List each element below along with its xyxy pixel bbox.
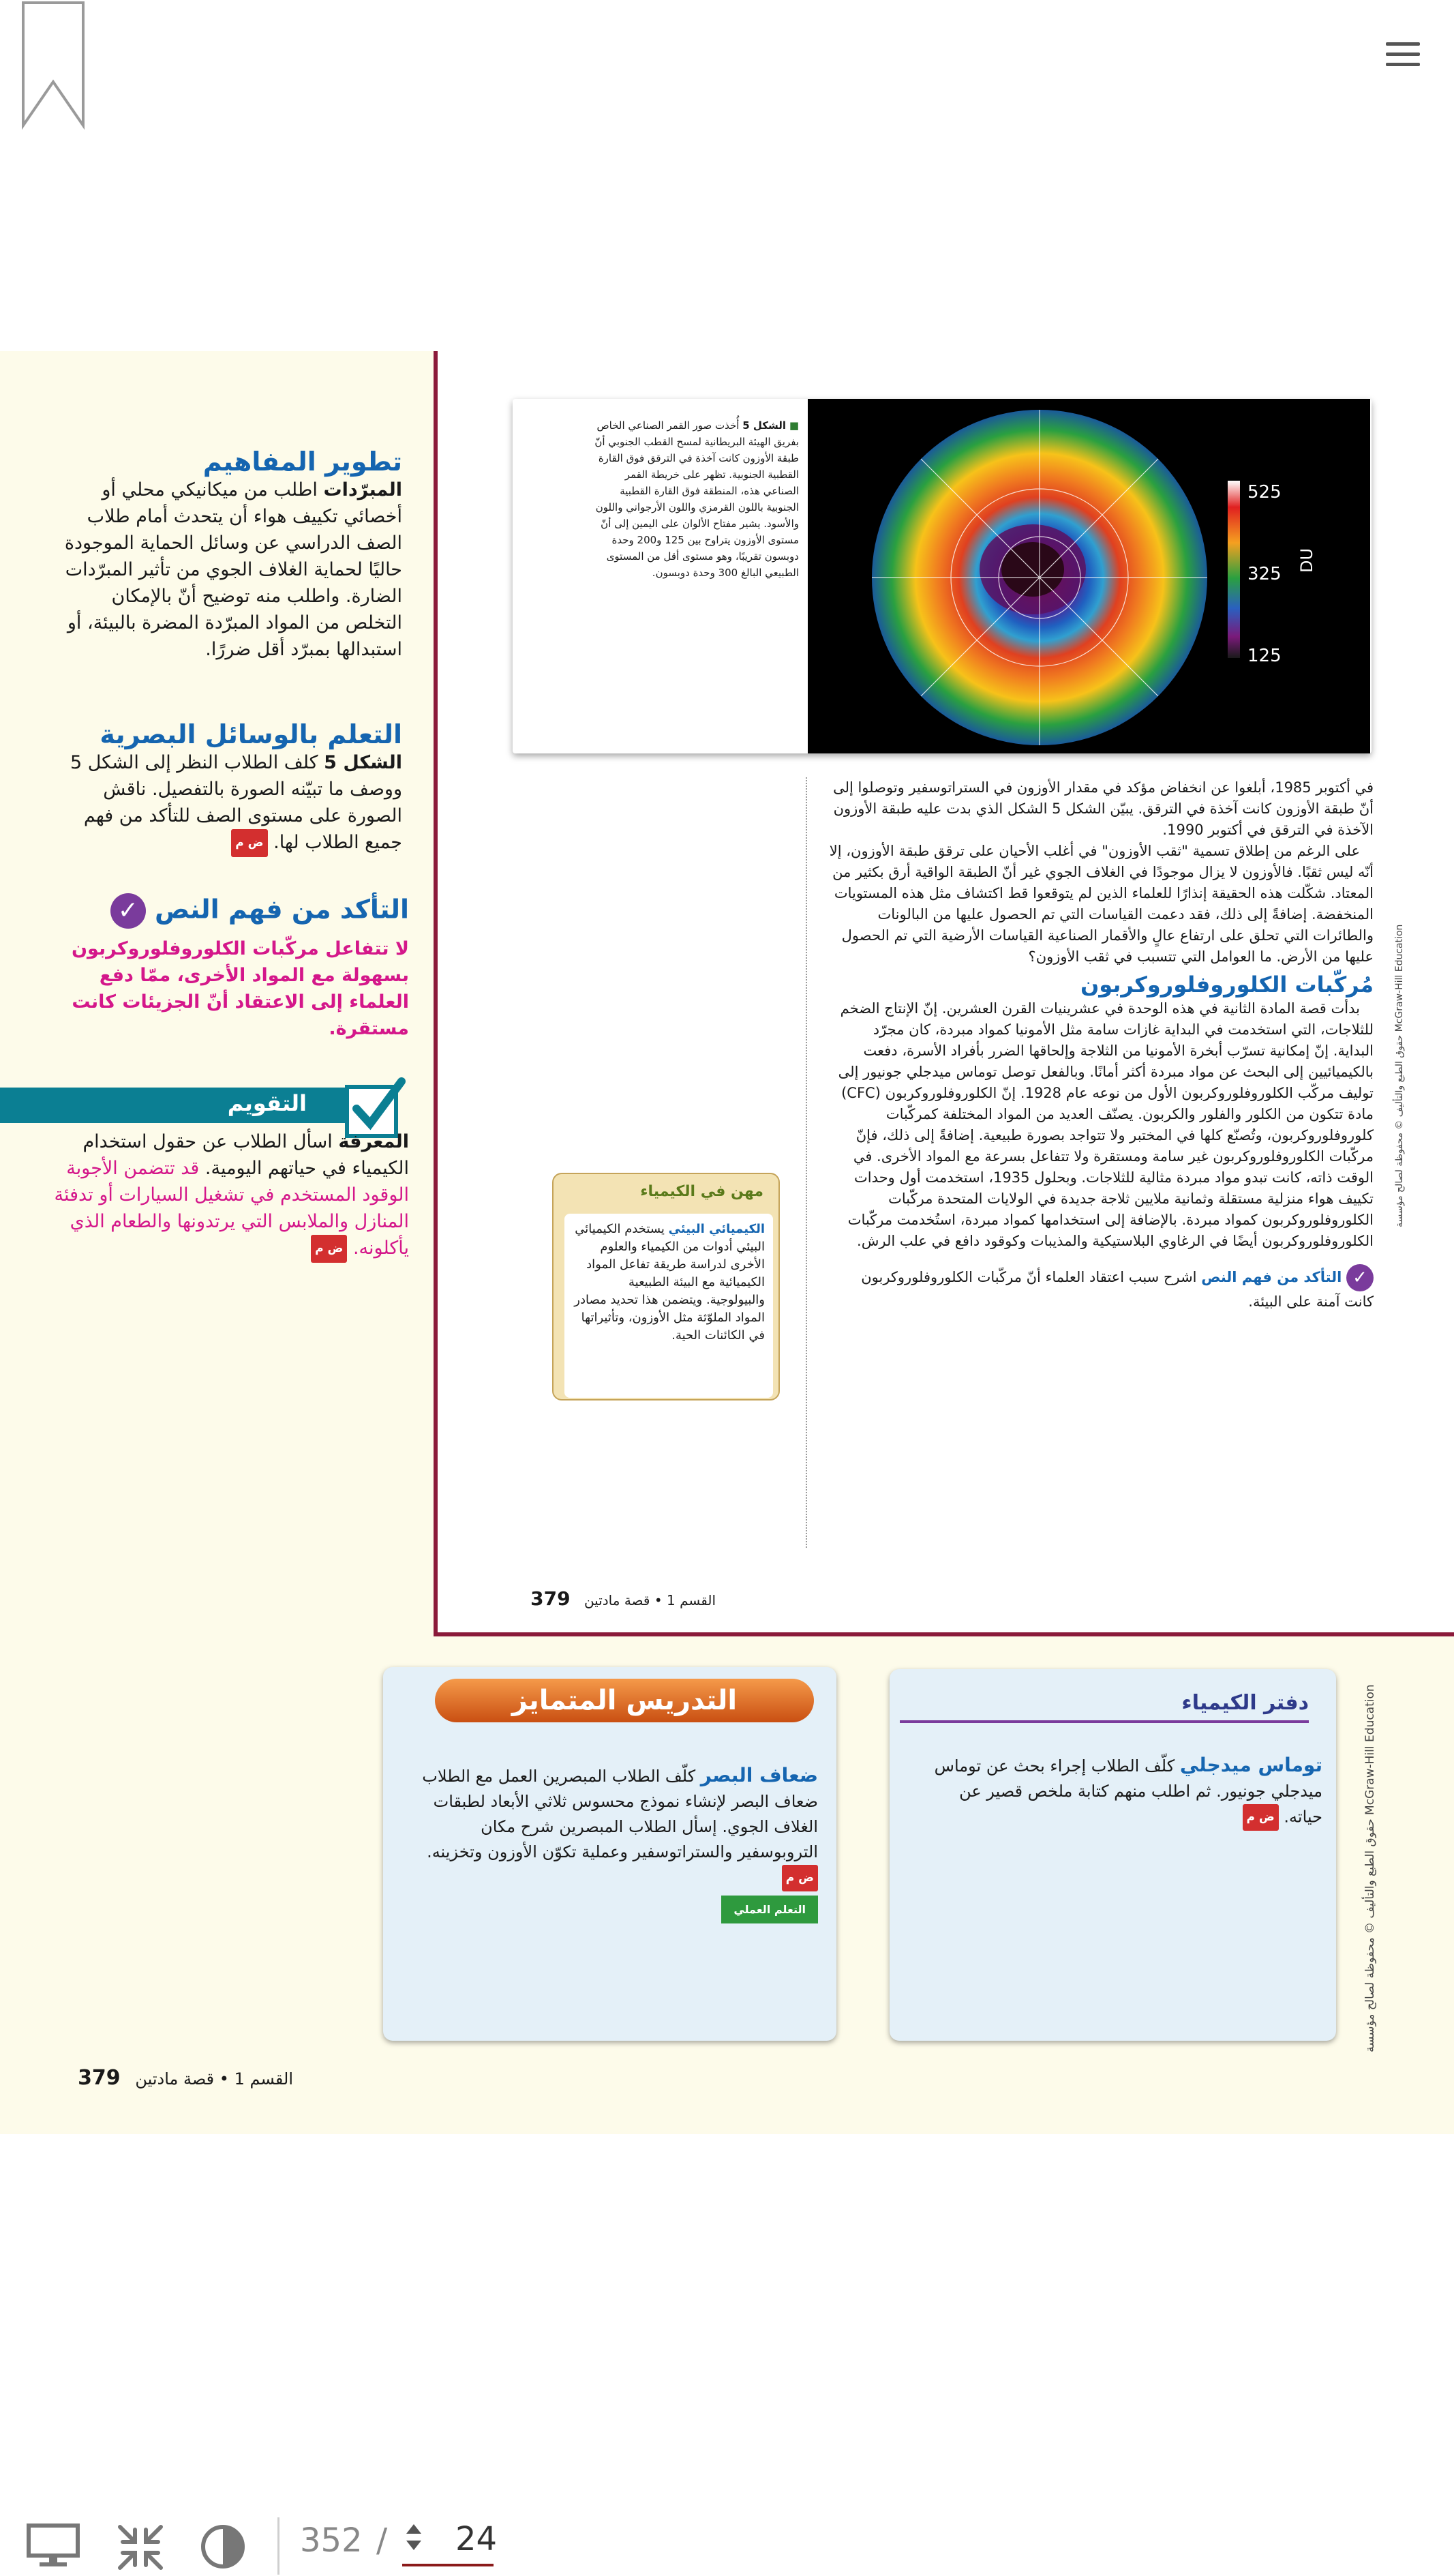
reading-check-text: لا تتفاعل مركّبات الكلوروفلوروكربون بسهولة مع المواد الأخرى، ممّا دفع العلماء إلى الاعتقاد أنّ الجزيئات كانت مستقرة. (71, 938, 409, 1039)
assessment-banner-label: التقويم (227, 1090, 307, 1116)
copyright-credit-bottom: حقوق الطبع والتأليف © محفوظة لصالح مؤسسة McGraw-Hill Education (1363, 1684, 1377, 2052)
level-tag: ض م (231, 829, 267, 857)
scale-label-top: 525 (1247, 482, 1282, 503)
careers-title: مهن في الكيمياء (640, 1183, 763, 1200)
notebook-lead: توماس ميدجلي (1179, 1754, 1322, 1776)
contrast-icon[interactable] (199, 2523, 247, 2571)
teacher-page-footer (48, 2066, 293, 2090)
chemistry-notebook-box (890, 1669, 1336, 2041)
differentiated-title: التدريس المتمايز (435, 1679, 814, 1722)
visual-learning-text: كلف الطلاب النظر إلى الشكل 5 ووصف ما تبيّنه الصورة بالتفصيل. ناقش الصورة على مستوى الصف للتأكد من فهم جميع الطلاب لها. (70, 752, 402, 853)
toolbar-divider (277, 2517, 279, 2575)
assessment-lead: المعرفة (338, 1131, 409, 1152)
fit-page-icon[interactable] (116, 2523, 165, 2572)
footer-section: القسم 1 • قصة مادتين (584, 1592, 716, 1608)
main-body-text (828, 777, 1374, 1313)
section-heading-cfc: مُركّبات الكلوروفلوروكربون (1080, 972, 1374, 998)
body-paragraph-2: على الرغم من إطلاق تسمية "ثقب الأوزون" في أغلب الأحيان على ترقق طبقة الأوزون، إلا أنّه ليس ثقبًا. فالأوزون لا يزال موجودًا في الغلاف الجوي غير أنّ الطبقة الواقية أرق بكثير من المعتاد. شكّلت هذه الحقيقة إنذارًا للعلماء الذين لم يتوقعوا قط اكتشاف مثل هذه المستويات المنخفضة. إضافةً إلى ذلك، فقد دعمت القياسات التي تم الحصول عليها من البالونات والطائرات التي تحلق على ارتفاع عالٍ والأقمار الصناعية القياسات الأرضية التي تم الحصول عليها من الأرض. ما العوامل التي تتسبب في ثقب الأوزون؟ (829, 843, 1374, 965)
body-paragraph-1: في أكتوبر 1985، أبلغوا عن انخفاض مؤكد في مقدار الأوزون في الستراتوسفير وتوصلوا إلى أنّ طبقة الأوزون كانت آخذة في الترقق. يبيّن الشكل 5 الشكل الذي بدت عليه طبقة الأوزون الآخذة في الترقق في أكتوبر 1990. (833, 779, 1374, 838)
figure-5-caption: ■ الشكل 5 أُخذت صور القمر الصناعي الخاص بفريق الهيئة البريطانية لمسح القطب الجنوبي أنّ طبقة الأوزون كانت آخذة في الترقق فوق القارة القطبية الجنوبية. تظهر على خريطة القمر الصناعي هذه، المنطقة فوق القارة القطبية الجنوبية باللون القرمزي واللون الأرجواني واللون والأسود. يشير مفتاح الألوان على اليمين إلى أنّ مستوى الأوزون يتراوح بين 125 و200 وحدة دوبسون تقريبًا، وهو مستوى أقل من المستوى الطبيعي البالغ 300 وحدة دوبسون. (594, 419, 799, 579)
reading-check-heading: التأكد من فهم النص (155, 894, 409, 925)
visual-learning-section (61, 719, 402, 857)
differentiated-content (402, 1763, 818, 1923)
page-total: 352 (300, 2521, 363, 2560)
assessment-banner (0, 1088, 395, 1123)
reading-check-lead: التأكد من فهم النص (1201, 1269, 1342, 1285)
reading-check-section (61, 893, 409, 1042)
level-tag: ض م (782, 1865, 818, 1891)
scale-unit-label: DU (1297, 548, 1316, 573)
differentiated-text: كلّف الطلاب المبصرين العمل مع الطلاب ضعاف البصر لإنشاء نموذج محسوس ثلاثي الأبعاد لطبقات الغلاف الجوي. إسأل الطلاب المبصرين شرح مكان التروبوسفير والستراتوسفير وعملية تكوّن الأوزون وتخزينه. (422, 1767, 818, 1861)
concepts-text: اطلب من ميكانيكي محلي أو أخصائي تكييف هواء أن يتحدث أمام طلاب الصف الدراسي عن وسائل الحماية الموجودة حاليًا لحماية الغلاف الجوي من تأثير المبرّدات الضارة. واطلب منه توضيح أنّ بالإمكان التخلص من المواد المبرّدة المضرة بالبيئة، أو استبدالها بمبرّد أقل ضررًا. (64, 479, 402, 660)
hamburger-menu-icon[interactable] (1386, 42, 1420, 70)
careers-text: يستخدم الكيميائي البيئي أدوات من الكيمياء والعلوم الأخرى لدراسة طريقة تفاعل المواد الكيميائية مع البيئة الطبيعية والبيولوجية. ويتضمن هذا تحديد مصادر المواد الملوّثة مثل الأوزون، وتأثيراتها في الكائنات الحية. (574, 1222, 765, 1343)
level-tag: ض م (1243, 1804, 1279, 1831)
notebook-text: كلّف الطلاب إجراء بحث عن توماس ميدجلي جونيور. ثم اطلب منهم كتابة ملخص قصير عن حياته. (934, 1756, 1322, 1827)
visual-learning-heading: التعلم بالوسائل البصرية (100, 719, 402, 749)
level-tag: ض م (311, 1235, 347, 1263)
footer-section: القسم 1 • قصة مادتين (135, 2069, 293, 2088)
careers-text-block (573, 1220, 765, 1345)
footer-page-number: 379 (530, 1587, 571, 1610)
notebook-title: دفتر الكيمياء (900, 1691, 1309, 1723)
checkmark-icon: ✓ (110, 893, 146, 929)
ozone-globe-graphic (808, 399, 1370, 753)
presentation-icon[interactable] (26, 2523, 80, 2569)
viewer-toolbar (0, 2482, 1454, 2576)
reading-check-question: اشرح سبب اعتقاد العلماء أنّ مركّبات الكلوروفلوروكربون كانت آمنة على البيئة. (861, 1269, 1374, 1310)
figure-caption-text: أُخذت صور القمر الصناعي الخاص بفريق الهيئة البريطانية لمسح القطب الجنوبي أنّ طبقة الأوزون كانت آخذة في الترقق فوق القارة القطبية الجنوبية. تظهر على خريطة القمر الصناعي هذه، المنطقة فوق القارة القطبية الجنوبية باللون القرمزي واللون الأرجواني واللون والأسود. يشير مفتاح الألوان على اليمين إلى أنّ مستوى الأوزون يتراوح بين 125 و200 وحدة دوبسون تقريبًا، وهو مستوى أقل من المستوى الطبيعي البالغ 300 وحدة دوبسون. (594, 419, 799, 579)
figure-caption-lead: الشكل 5 (742, 419, 787, 432)
checkmark-icon: ✓ (1346, 1264, 1374, 1291)
notebook-content (927, 1752, 1322, 1831)
concepts-lead: المبرّدات (323, 479, 402, 500)
scale-label-bottom: 125 (1247, 646, 1282, 666)
concepts-section (61, 447, 402, 663)
ozone-satellite-image (808, 399, 1370, 753)
careers-lead: الكيميائي البيئي (668, 1222, 765, 1236)
footer-page-number: 379 (78, 2066, 121, 2090)
visual-learning-lead: الشكل 5 (324, 752, 402, 773)
bookmark-icon[interactable] (20, 0, 86, 130)
page-input[interactable] (402, 2520, 498, 2566)
column-divider (806, 777, 807, 1548)
concepts-heading: تطوير المفاهيم (202, 447, 402, 477)
body-paragraph-3: بدأت قصة المادة الثانية في هذه الوحدة في عشرينيات القرن العشرين. إنّ الإنتاج الضخم للثلاجات، التي استخدمت في البداية غازات سامة مثل الأمونيا كمواد مبردة، كان مجرّد البداية. إنّ إمكانية تسرّب أبخرة الأمونيا من الثلاجة وإلحاقها الضرر بأفراد الأسرة، دفعت بالكيميائيين إلى البحث عن مواد مبردة أكثر أمانًا. وبالفعل توصل توماس ميدجلي جونيور إلى توليف مركّب الكلوروفلوروكربون الأول من نوعه عام 1928. إنّ الكلوروفلوروكربون (CFC) مادة تتكون من الكلور والفلور والكربون. يصنّف العديد من المواد المختلفة كمركّبات كلوروفلوروكربون، وتُصنّع كلها في المختبر ولا تتواجد بصورة طبيعية. إضافةً إلى ذلك، فإنّ مركّبات الكلوروفلوروكربون غير سامة ومستقرة ولا تتفاعل بسرعة مع المواد الأخرى. في الوقت ذاته، كانت تبدو مواد مبردة مثالية للثلاجات. وبحلول 1935، استخدمت أول وحدات تكييف هواء منزلية مستقلة وثمانية ملايين ثلاجة جديدة في الولايات المتحدة مركّبات الكلوروفلوروكربون كمواد مبردة. بالإضافة إلى استخدامها كمواد مبردة، استُخدمت مركّبات الكلوروفلوروكربون أيضًا في الرغاوي البلاستيكية والمذيبات وكوقود دافع في علب الرش. (838, 1000, 1374, 1249)
hands-on-badge: التعلم العملي (721, 1896, 818, 1923)
student-page-footer (511, 1587, 716, 1610)
copyright-credit: حقوق الطبع والتأليف © محفوظة لصالح مؤسسة McGraw-Hill Education (1394, 924, 1405, 1227)
scale-label-mid: 325 (1247, 564, 1282, 584)
current-page-value: 24 (455, 2520, 498, 2558)
differentiated-lead: ضعاف البصر (700, 1764, 818, 1786)
page-separator: / (376, 2521, 388, 2560)
assessment-text: اسأل الطلاب عن حقول استخدام الكيمياء في حياتهم اليومية. (82, 1131, 409, 1179)
assessment-answer: قد تتضمن الأجوبة الوقود المستخدم في تشغيل السيارات أو تدفئة المنازل والملابس التي يرتدونها والطعام الذي يأكلونه. (54, 1158, 409, 1259)
assessment-section (41, 1128, 409, 1263)
teacher-sidebar (0, 351, 436, 1636)
